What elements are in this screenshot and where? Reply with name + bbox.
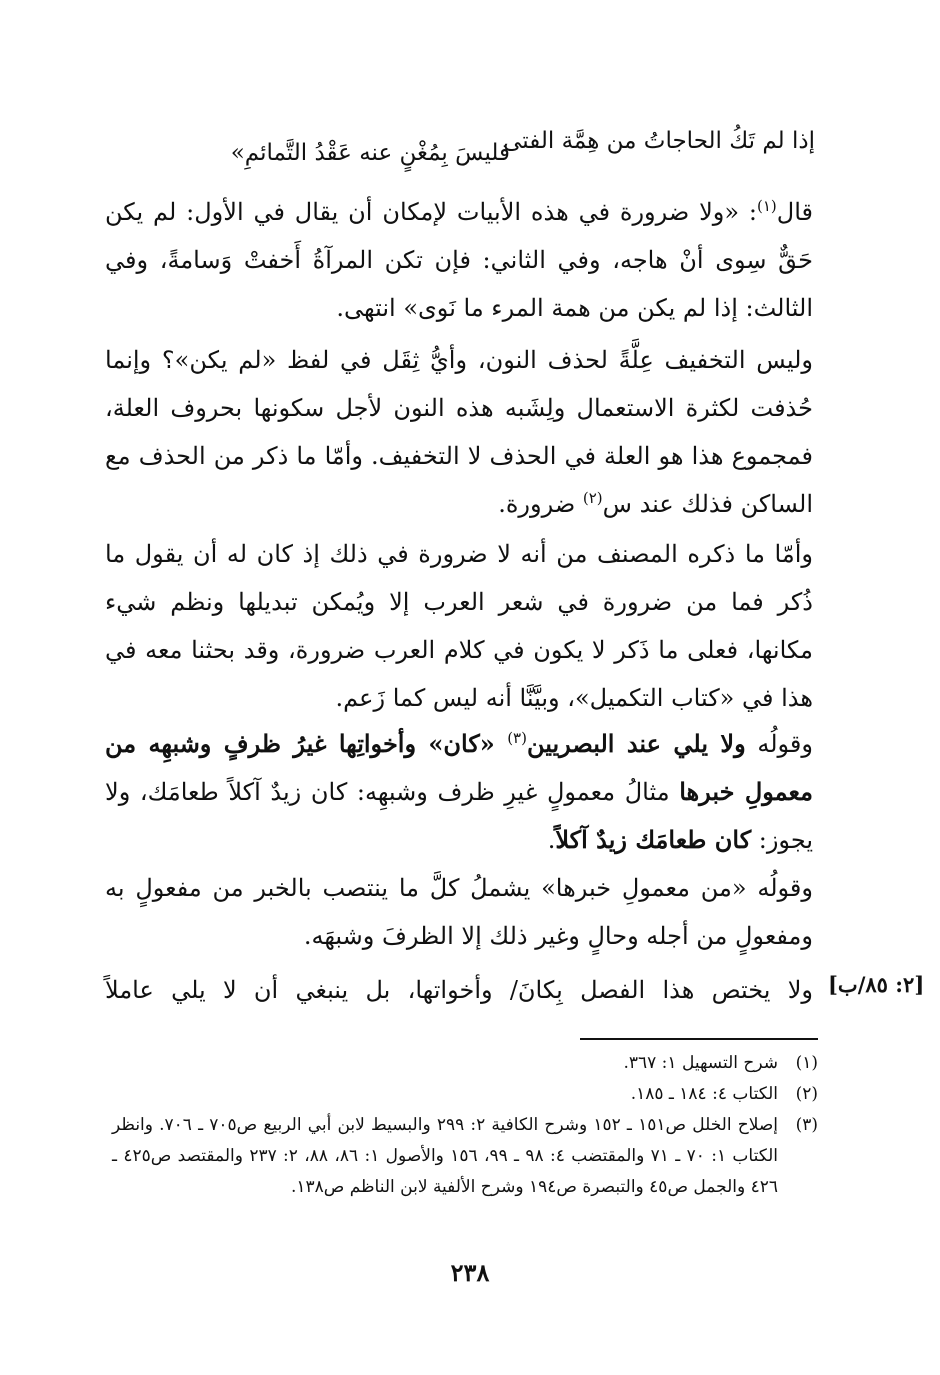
paragraph-1-lead: قال — [776, 198, 813, 226]
paragraph-6: ولا يختص هذا الفصل بِكانَ/ وأخواتها، بل ينبغي أن لا يلي عاملاً — [105, 976, 813, 1004]
manuscript-folio-marker: [٢: ٨٥/ب] — [828, 972, 925, 997]
paragraph-4-lead: وقولُه — [745, 730, 813, 758]
quoted-rule-part-1: ولا يلي عند البصريين — [526, 729, 746, 758]
footnote-ref-2: (٢) — [582, 489, 603, 507]
footnotes — [112, 1048, 818, 1203]
quoted-rule-part-2: «كان» وأخواتِها غيرُ ظرفٍ وشبهِه من معمولِ خبرها — [105, 729, 813, 806]
example-sentence: كان طعامَك زيدٌ آكلاً — [555, 825, 752, 854]
paragraph-2-tail: ضرورة. — [498, 490, 583, 518]
footnote-1 — [112, 1048, 818, 1079]
paragraph-4-end: . — [547, 826, 556, 854]
footnote-2-number: (٢) — [795, 1084, 818, 1104]
paragraph-1-text: : «ولا ضرورة في هذه الأبيات لإمكان أن يقال في الأول: لم يكن حَقٌّ سِوى أنْ هاجه، وفي الثاني: فإن تكن المرآةُ أَخفتْ وَسامةً، وفي الثالث: إذا لم يكن من همة المرء ما نَوى» انتهى. — [105, 198, 813, 322]
footnote-ref-1: (١) — [756, 197, 777, 215]
paragraph-4 — [105, 720, 813, 864]
footnote-1-text: شرح التسهيل ١: ٣٦٧. — [623, 1053, 778, 1073]
paragraph-5: وقولُه «من معمولِ خبرها» يشملُ كلَّ ما ينتصب بالخبر من مفعولٍ به ومفعولٍ من أجله وحالٍ وغير ذلك إلا الظرفَ وشبهَه. — [105, 874, 813, 950]
page-number: ٢٣٨ — [450, 1258, 490, 1287]
footnote-3 — [112, 1110, 818, 1203]
footnote-2 — [112, 1079, 818, 1110]
footnote-1-number: (١) — [795, 1053, 818, 1073]
verse-first-hemistich: إذا لم تَكُ الحاجاتُ من هِمَّة الفتى — [503, 128, 815, 154]
paragraph-3: وأمّا ما ذكره المصنف من أنه لا ضرورة في ذلك إذ كان له أن يقول ما ذُكر فما من ضرورة في شعر العرب إلا ويُمكن تبديلها ونظم شيء مكانها، فعلى ما ذَكر لا يكون في كلام العرب ضرورة، وقد بحثنا معه في هذا في «كتاب التكميل»، وبيَّنَّا أنه ليس كما زَعم. — [105, 540, 813, 712]
poetry-verse — [110, 128, 815, 176]
footnote-3-text: إصلاح الخلل ص١٥١ ـ ١٥٢ وشرح الكافية ٢: ٢٩٩ والبسيط لابن أبي الربيع ص٧٠٥ ـ ٧٠٦. وانظر الكتاب ١: ٧٠ ـ ٧١ والمقتضب ٤: ٩٨ ـ ٩٩، ١٥٦ والأصول ١: ٨٦، ٨٨، ٢: ٢٣٧ والمقتصد ص٤٢٥ ـ ٤٢٦ والجمل ص٤٥ والتبصرة ص١٩٤ وشرح الألفية لابن الناظم ص١٣٨. — [112, 1115, 779, 1197]
footnote-3-number: (٣) — [795, 1115, 818, 1135]
paragraph-2 — [105, 336, 813, 528]
paragraph-2-text: وليس التخفيف عِلَّةً لحذف النون، وأيُّ ثِقَل في لفظ «لم يكن»؟ وإنما حُذفت لكثرة الاستعمال ولِشَبه هذه النون لأجل سكونها بحروف العلة، فمجموع هذا هو العلة في الحذف لا التخفيف. وأمّا ما ذكر من الحذف مع الساكن فذلك عند س — [105, 346, 813, 518]
paragraph-4-text: مثالُ معمولٍ غيرِ ظرف وشبهِه: كان زيدٌ آكلاً طعامَك، ولا يجوز: — [105, 778, 813, 854]
verse-second-hemistich: فليسَ بِمُغْنٍ عنه عَقْدُ التَّمائمِ» — [230, 140, 510, 166]
paragraph-1 — [105, 188, 813, 332]
footnote-2-text: الكتاب ٤: ١٨٤ ـ ١٨٥. — [630, 1084, 778, 1104]
footnote-ref-3: (٣) — [507, 729, 527, 747]
footnote-separator — [580, 1038, 818, 1040]
